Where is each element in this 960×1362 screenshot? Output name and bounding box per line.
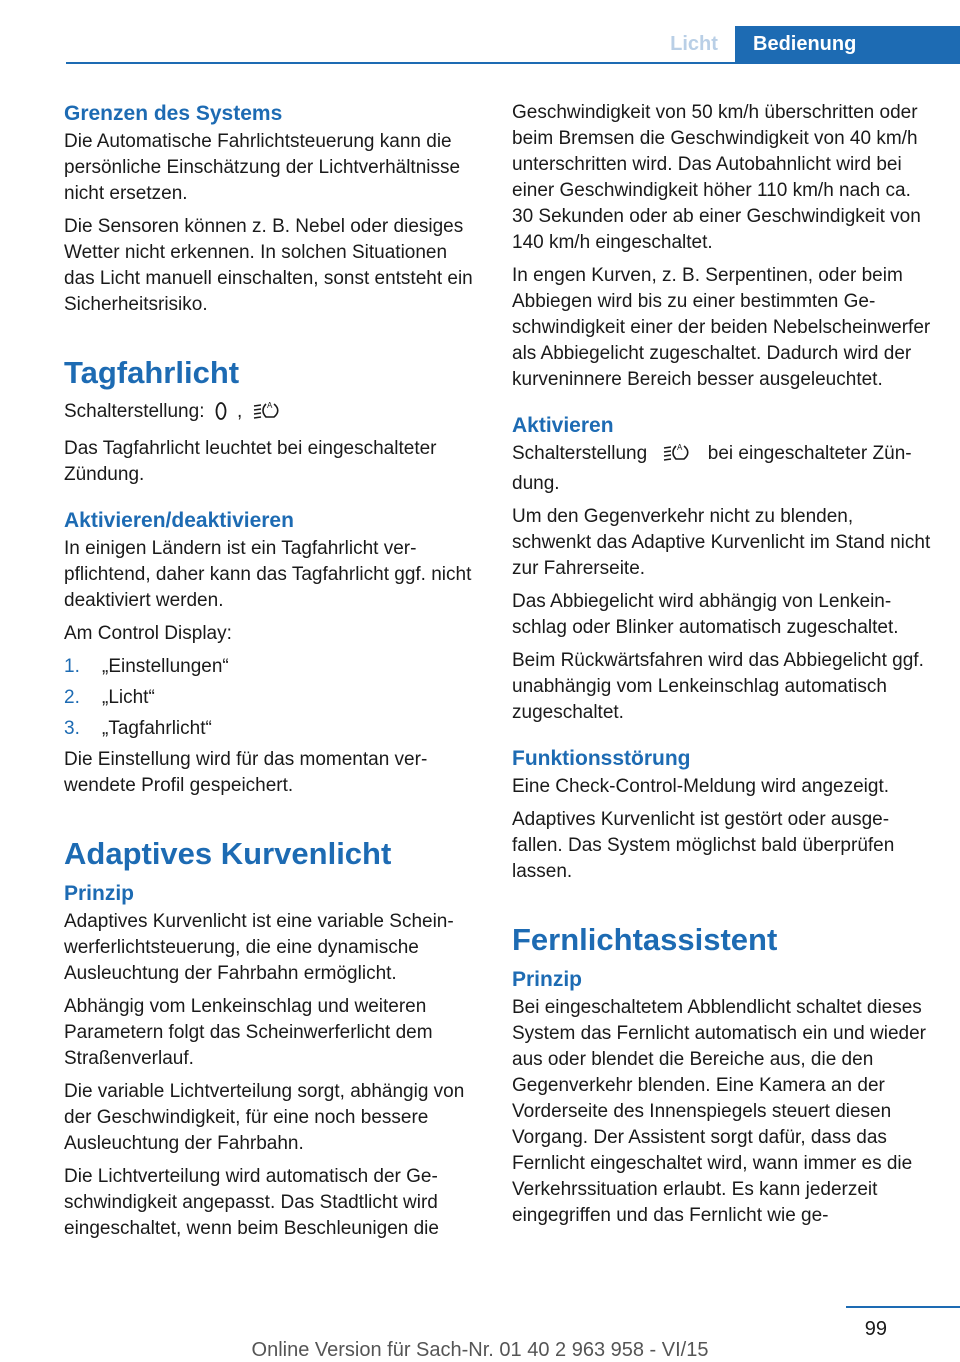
step-number: 3. — [64, 718, 80, 739]
heading-adaptives-kurvenlicht: Adaptives Kurvenlicht — [64, 836, 392, 871]
list-item — [64, 654, 478, 680]
section-heading-funktionsstoerung: Funktionsstörung — [512, 747, 691, 770]
tab-licht[interactable]: Licht — [670, 33, 718, 55]
section-heading-prinzip: Prinzip — [64, 882, 135, 905]
section-heading-aktivieren-deaktivieren: Aktivieren/deaktivieren — [64, 509, 294, 532]
switch-position-label: Schalterstellung: — [64, 401, 205, 422]
tab-bedienung[interactable]: Bedienung — [735, 26, 960, 62]
paragraph: Die Einstellung wird für das momentan verwendete Profil gespeichert. — [64, 749, 428, 796]
paragraph: Adaptives Kurvenlicht ist eine variable Scheinwerferlichtsteuerung, die eine dynamische Ausleuchtung der Fahrbahn ermöglicht. — [64, 911, 454, 984]
heading-tagfahrlicht: Tagfahrlicht — [64, 355, 240, 390]
paragraph: In einigen Ländern ist ein Tagfahrlicht verpflichtend, daher kann das Tagfahrlicht ggf. nicht deaktiviert werden. — [64, 538, 472, 611]
paragraph: In engen Kurven, z. B. Serpentinen, oder beim Abbiegen wird bis zu einer bestimmten Geschwindigkeit einer der beiden Nebelscheinwerfer als Abbiegelicht zugeschaltet. Dadurch wird der kurveninnere Bereich besser ausgeleuchtet. — [512, 265, 931, 390]
right-column — [512, 100, 932, 1236]
auto-headlight-icon — [252, 399, 282, 429]
list-item — [64, 716, 478, 742]
separator: , — [237, 401, 243, 422]
svg-text:A: A — [266, 401, 272, 410]
left-column — [64, 100, 478, 1249]
paragraph: Geschwindigkeit von 50 km/h überschritten oder beim Bremsen die Geschwindigkeit von 40 km/h unterschritten wird. Das Autobahnlicht wird bei einer Geschwindigkeit höher 110 km/h nach ca. 30 Sekunden oder ab einer Geschwindigkeit von 140 km/h eingeschaltet. — [512, 102, 921, 253]
paragraph: Adaptives Kurvenlicht ist gestört oder ausgefallen. Das System möglichst bald überprüfen lassen. — [512, 809, 895, 882]
paragraph: Bei eingeschaltetem Abblendlicht schaltet dieses System das Fernlicht automatisch ein und wieder aus oder blendet die Bereiche aus, die den Gegenverkehr blenden. Eine Kamera an der Vorderseite des Innenspiegels steuert diesen Vorgang. Der Assistent sorgt dafür, dass das Fernlicht eingeschaltet wird, wann immer es die Verkehrssituation erlaubt. Es kann jederzeit eingegriffen und das Fernlicht wie ge- — [512, 997, 926, 1226]
paragraph: Die variable Lichtverteilung sorgt, abhängig von der Geschwindigkeit, für eine noch bessere Ausleuchtung der Fahrbahn. — [64, 1081, 465, 1154]
paragraph: Eine Check-Control-Meldung wird angezeigt. — [512, 776, 890, 797]
list-item — [64, 685, 478, 711]
section-heading-aktivieren: Aktivieren — [512, 414, 614, 437]
paragraph: Das Abbiegelicht wird abhängig von Lenkeinschlag oder Blinker automatisch zugeschaltet. — [512, 591, 899, 638]
paragraph: Die Sensoren können z. B. Nebel oder diesiges Wetter nicht erkennen. In solchen Situationen das Licht manuell einschalten, sonst entsteht ein Sicherheitsrisiko. — [64, 216, 473, 315]
steps-list — [64, 654, 478, 742]
section-heading-grenzen: Grenzen des Systems — [64, 102, 283, 125]
paragraph: Um den Gegenverkehr nicht zu blenden, schwenkt das Adaptive Kurvenlicht im Stand nicht zur Fahrerseite. — [512, 506, 931, 579]
paragraph: Die Lichtverteilung wird automatisch der Geschwindigkeit angepasst. Das Stadtlicht wird eingeschaltet, wenn beim Beschleunigen die — [64, 1166, 439, 1239]
paragraph: Beim Rückwärtsfahren wird das Abbiegelicht ggf. unabhängig vom Lenkeinschlag automatisch zugeschaltet. — [512, 650, 924, 723]
auto-headlight-icon — [662, 441, 692, 471]
paragraph: Am Control Display: — [64, 623, 232, 644]
text-fragment: bei eingeschalteter Zündung. — [512, 443, 912, 494]
paragraph: Abhängig vom Lenkeinschlag und weiteren Parametern folgt das Scheinwerferlicht dem Straßenverlauf. — [64, 996, 433, 1069]
online-version-footer: Online Version für Sach-Nr. 01 40 2 963 958 - VI/15 — [251, 1339, 709, 1361]
svg-text:A: A — [677, 443, 683, 452]
paragraph: Die Automatische Fahrlichtsteuerung kann die persönliche Einschätzung der Lichtverhältnisse nicht ersetzen. — [64, 131, 461, 204]
footer-rule — [846, 1306, 960, 1308]
text-fragment: Schalterstellung — [512, 443, 648, 464]
header-rule — [66, 62, 960, 64]
section-heading-prinzip: Prinzip — [512, 968, 583, 991]
step-text: „Tagfahrlicht“ — [102, 718, 212, 739]
paragraph: Das Tagfahrlicht leuchtet bei eingeschalteter Zündung. — [64, 438, 437, 485]
page-number: 99 — [864, 1318, 887, 1340]
step-text: „Licht“ — [102, 687, 155, 708]
step-number: 2. — [64, 687, 80, 708]
switch-position-paragraph — [512, 441, 932, 497]
switch-zero-icon — [214, 401, 228, 429]
heading-fernlichtassistent: Fernlichtassistent — [512, 922, 778, 957]
step-number: 1. — [64, 656, 80, 677]
switch-position-line — [64, 399, 478, 429]
step-text: „Einstellungen“ — [102, 656, 229, 677]
